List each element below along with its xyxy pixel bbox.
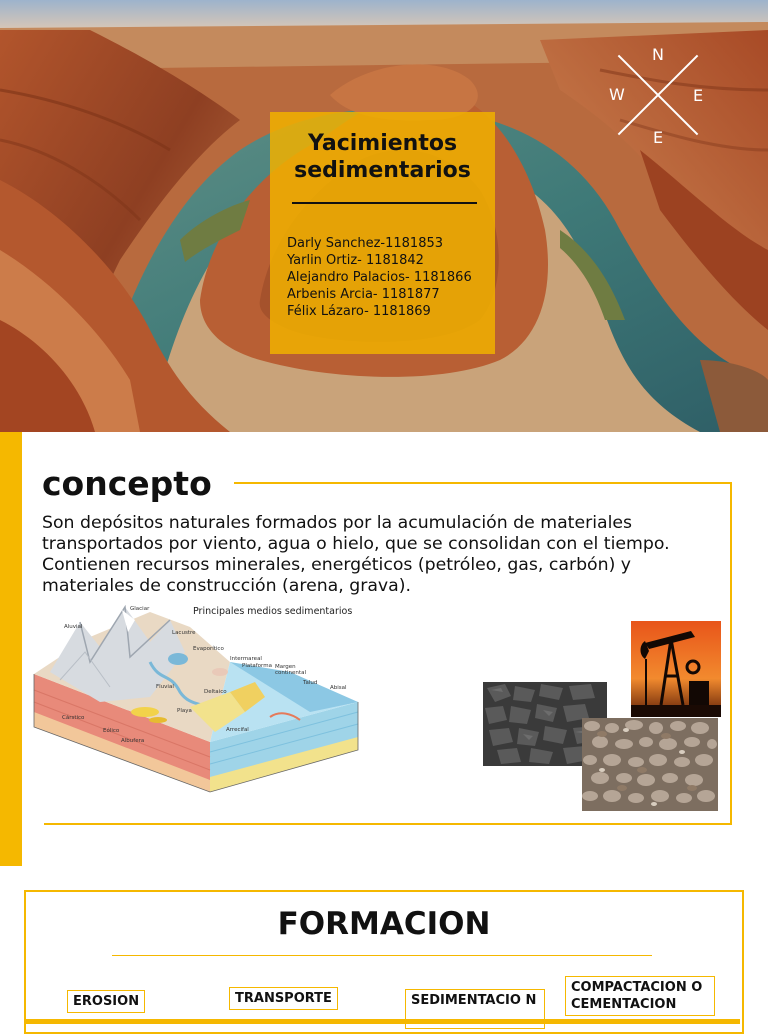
- diagram-label-intermareal: Intermareal: [230, 656, 262, 662]
- diagram-label-margen: Margen continental: [275, 664, 306, 676]
- compass-south-label: E: [653, 128, 664, 147]
- diagram-label-plataforma: Plataforma: [242, 663, 272, 669]
- formation-heading: FORMACION: [277, 906, 491, 942]
- diagram-label-deltaico: Deltaico: [204, 689, 227, 695]
- diagram-label-fluvial: Fluvial: [156, 684, 174, 690]
- author-item: Darly Sanchez-1181853: [287, 236, 444, 251]
- oil-pump-photo: [631, 621, 721, 717]
- author-item: Alejandro Palacios- 1181866: [287, 270, 472, 285]
- step-compactacion: COMPACTACION O CEMENTACION: [565, 976, 715, 1016]
- diagram-label-playa: Playa: [177, 708, 192, 714]
- title-slide: [0, 0, 768, 432]
- diagram-label-arrecifal: Arrecifal: [226, 727, 249, 733]
- concept-slide: [0, 432, 768, 870]
- accent-side-bar: [0, 432, 22, 866]
- author-item: Yarlin Ortiz- 1181842: [287, 253, 424, 268]
- diagram-label-carstico: Cárstico: [62, 715, 85, 721]
- diagram-label-talud: Talud: [303, 680, 318, 686]
- concept-frame-top: [234, 482, 732, 484]
- title-card: [270, 112, 495, 354]
- formation-divider: [112, 955, 652, 956]
- compass-rose-icon: [605, 45, 710, 145]
- compass-north-label: N: [652, 45, 664, 64]
- concept-paragraph: Son depósitos naturales formados por la acumulación de materiales transportados por viento, agua o hielo, que se consolidan con el tiempo. Contienen recursos minerales, energéticos (petróleo, gas, carbón) y materiales de construcción (arena, grava).: [42, 513, 670, 596]
- diagram-label-lacustre: Lacustre: [172, 630, 196, 636]
- author-item: Félix Lázaro- 1181869: [287, 304, 431, 319]
- diagram-label-albufera: Albufera: [121, 738, 145, 744]
- compass-east-label: E: [693, 86, 704, 105]
- compass-west-label: W: [609, 85, 625, 104]
- formation-slide: [0, 870, 768, 1024]
- diagram-label-glaciar: Glaciar: [130, 606, 150, 612]
- title-divider: [292, 202, 477, 204]
- gravel-photo: [582, 718, 718, 811]
- diagram-label-evaporitico: Evaporítico: [193, 646, 224, 652]
- diagram-title: Principales medios sedimentarios: [193, 606, 353, 617]
- diagram-label-eolico: Eólico: [103, 728, 120, 734]
- author-item: Arbenis Arcia- 1181877: [287, 287, 440, 302]
- diagram-label-abisal: Abisal: [330, 685, 347, 691]
- step-transporte: TRANSPORTE: [229, 987, 338, 1010]
- presentation-title: Yacimientos sedimentarios: [294, 131, 471, 183]
- step-erosion: EROSION: [67, 990, 145, 1013]
- formation-bottom-bar: [24, 1019, 740, 1024]
- sedimentary-environments-diagram: [30, 602, 370, 812]
- diagram-label-aluvial: Aluvial: [64, 624, 83, 630]
- author-list: [287, 235, 472, 320]
- concept-heading: concepto: [42, 464, 212, 503]
- step-sedimentacion: SEDIMENTACIO N: [405, 989, 545, 1029]
